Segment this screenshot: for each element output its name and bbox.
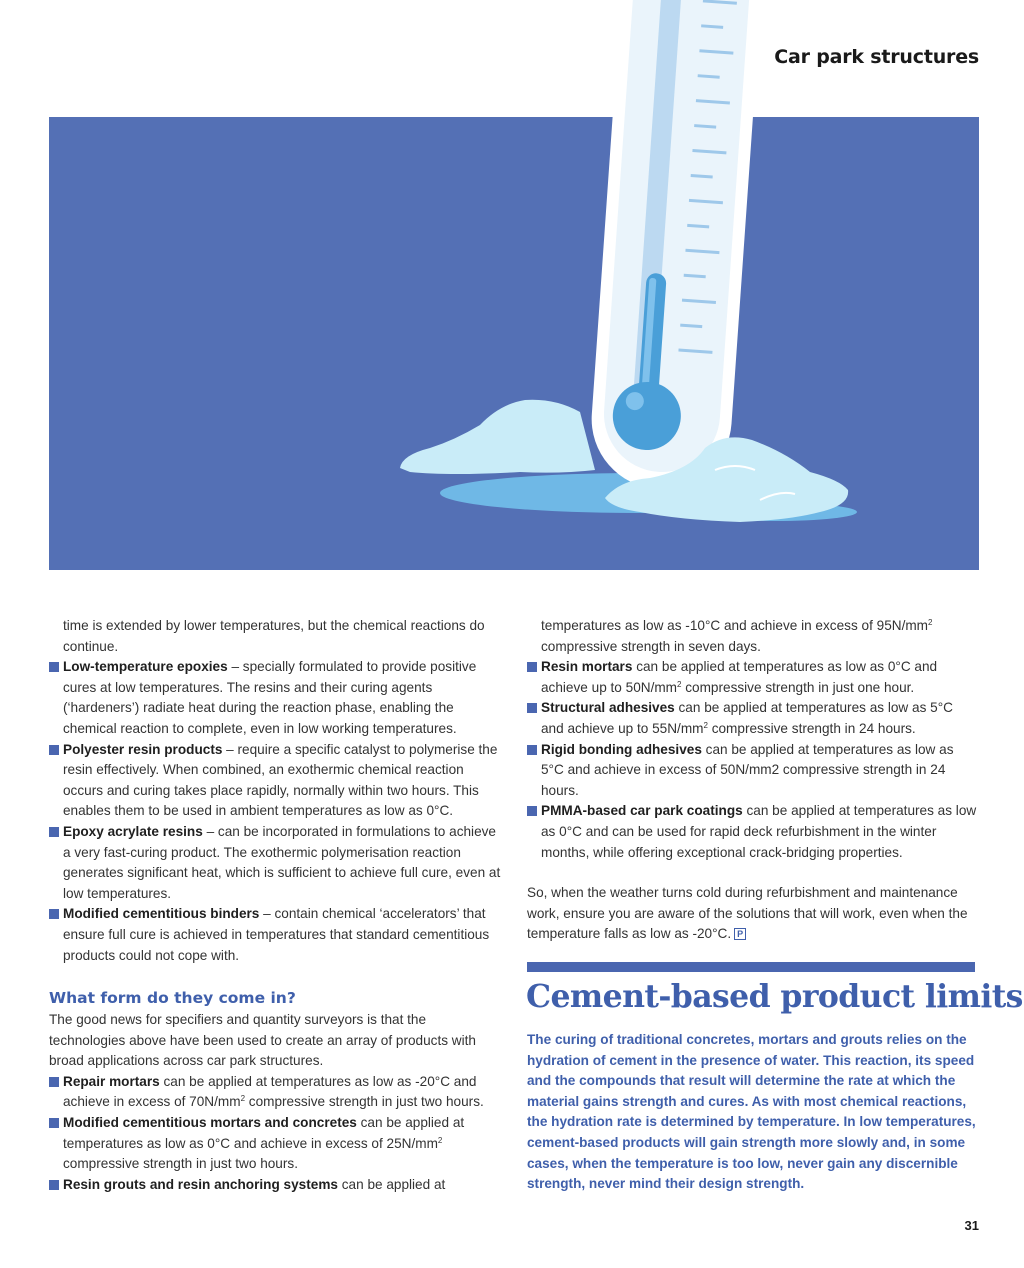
product-bullet-list-continued <box>527 657 979 863</box>
bullet-text: can be applied at <box>337 1176 446 1192</box>
bullet-text: – can be incorporated in formulations to achieve a very fast-curing product. The exothermic polymerisation reaction generates significant heat, which is sufficient to achieve full cure, even at low temperatures. <box>63 823 501 901</box>
bullet-square-icon <box>49 662 59 672</box>
bullet-text: can be applied at temperatures as low as 0°C and achieve in excess of 25N/mm <box>63 1115 465 1151</box>
bullet-term: Polyester resin products <box>63 741 223 757</box>
superscript: 2 <box>703 720 708 730</box>
bullet-term: Repair mortars <box>63 1073 160 1089</box>
superscript: 2 <box>437 1135 443 1145</box>
ice-chunk-left <box>400 400 595 474</box>
list-item <box>527 657 979 698</box>
bullet-text: can be applied at temperatures as low as 5°C and achieve up to 55N/mm <box>541 700 953 736</box>
bullet-square-icon <box>527 806 537 816</box>
bullet-term: Resin grouts and resin anchoring systems <box>63 1176 338 1192</box>
bullet-text: compressive strength in just one hour. <box>681 679 915 695</box>
bullet-term: Modified cementitious mortars and concretes <box>63 1115 357 1131</box>
continuation-text: compressive strength in seven days. <box>541 638 761 654</box>
bullet-text: – require a specific catalyst to polymerise the resin effectively. When combined, an exothermic chemical reaction occurs and curing takes place rapidly, normally within two hours. This enables them to be used in ambient temperatures as low as 0°C. <box>63 741 498 819</box>
superscript: 2 <box>928 618 933 627</box>
feature-heading: Cement-based product limits <box>526 978 1023 1015</box>
bullet-term: Low-temperature epoxies <box>63 659 228 675</box>
intro-continuation: time is extended by lower temperatures, but the chemical reactions do continue. <box>63 618 485 654</box>
bullet-text: compressive strength in just two hours. <box>63 1156 298 1172</box>
bullet-term: Modified cementitious binders <box>63 906 260 922</box>
bullet-square-icon <box>49 745 59 755</box>
list-item <box>49 1175 501 1196</box>
bullet-continuation <box>527 616 979 657</box>
section-title: Car park structures <box>774 46 979 68</box>
superscript: 2 <box>240 1094 246 1104</box>
thermometer-ice-illustration <box>0 0 1024 600</box>
list-item <box>49 740 501 822</box>
bullet-square-icon <box>49 1180 59 1190</box>
bullet-text: – specially formulated to provide positive cures at low temperatures. The resins and their curing agents (‘hardeners’) radiate heat during the reaction phase, enabling the chemical reaction to complete, even in low working temperatures. <box>63 659 477 736</box>
end-mark-icon: P <box>734 928 746 940</box>
bullet-term: Resin mortars <box>541 659 633 675</box>
product-bullet-list <box>49 1072 501 1196</box>
bullet-text: compressive strength in just two hours. <box>245 1094 484 1110</box>
bullet-square-icon <box>49 1077 59 1087</box>
list-item <box>527 740 979 802</box>
superscript: 2 <box>677 679 682 689</box>
list-item <box>527 698 979 739</box>
paragraph: The good news for specifiers and quantity surveyors is that the technologies above have been used to create an array of products with broad applications across car park structures. <box>49 1012 476 1069</box>
bullet-text: can be applied at temperatures as low as 0°C and can be used for rapid deck refurbishment in the winter months, while offering exceptional crack-bridging properties. <box>541 803 977 860</box>
list-item <box>49 904 501 966</box>
list-item <box>527 801 979 863</box>
bullet-term: Epoxy acrylate resins <box>63 823 203 839</box>
bullet-square-icon <box>49 827 59 837</box>
list-item <box>49 657 501 739</box>
bullet-text: can be applied at temperatures as low as -20°C and achieve in excess of 70N/mm <box>63 1073 477 1110</box>
bullet-term: Rigid bonding adhesives <box>541 741 702 757</box>
feature-divider-bar <box>527 962 975 972</box>
page-number: 31 <box>964 1218 979 1233</box>
bullet-square-icon <box>527 662 537 672</box>
closing-paragraph <box>527 883 979 945</box>
bullet-text: – contain chemical ‘accelerators’ that ensure full cure is achieved in temperatures that standard cementitious products could not cope with. <box>63 906 490 963</box>
continuation-text: temperatures as low as -10°C and achieve in excess of 95N/mm <box>541 618 928 633</box>
bullet-text: can be applied at temperatures as low as 5°C and achieve in excess of 50N/mm2 compressive strength in 24 hours. <box>541 741 954 798</box>
bullet-square-icon <box>527 703 537 713</box>
left-text-column <box>49 616 501 1195</box>
bullet-term: Structural adhesives <box>541 700 675 716</box>
bullet-square-icon <box>49 909 59 919</box>
list-item <box>49 1072 501 1113</box>
bullet-square-icon <box>49 1118 59 1128</box>
closing-text: So, when the weather turns cold during refurbishment and maintenance work, ensure you are aware of the solutions that will work, even when the temperature falls as low as -20°C. <box>527 885 968 942</box>
bullet-square-icon <box>527 745 537 755</box>
list-item <box>49 1113 501 1175</box>
bullet-text: can be applied at temperatures as low as 0°C and achieve up to 50N/mm <box>541 659 938 695</box>
subheading: What form do they come in? <box>49 989 296 1008</box>
technology-bullet-list <box>49 657 501 966</box>
bullet-text: compressive strength in 24 hours. <box>707 720 916 736</box>
list-item <box>49 822 501 904</box>
feature-intro: The curing of traditional concretes, mortars and grouts relies on the hydration of cement in the presence of water. This reaction, its speed and the compounds that result will determine the rate at which the material gains strength and cures. As with most chemical reactions, the hydration rate is determined by temperature. In low temperatures, cement-based products will gain strength more slowly and, in some cases, when the temperature is too low, never gain any discernible strength, never mind their design strength. <box>527 1032 976 1192</box>
bullet-term: PMMA-based car park coatings <box>541 803 743 819</box>
right-text-column <box>527 616 979 945</box>
